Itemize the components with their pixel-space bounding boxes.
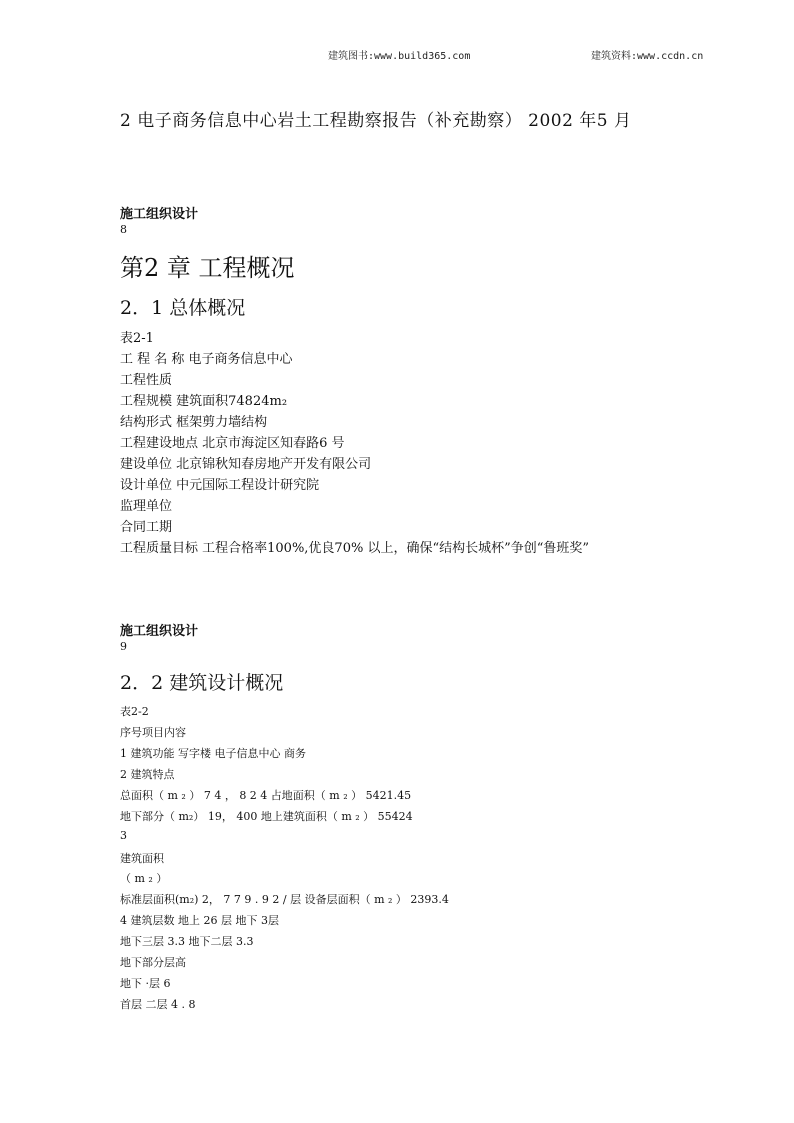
text-line: 监理单位 [120,499,173,514]
header-right-text: 建筑资料:www.ccdn.cn [591,51,704,62]
text-line: 工程规模 建筑面积74824m₂ [120,394,288,409]
text-line: 3 [120,829,127,842]
text-line: 建设单位 北京锦秋知春房地产开发有限公司 [120,457,372,472]
text-line: 地下部分层高 [120,956,186,969]
text-line: 工程性质 [120,373,173,388]
text-line: 工 程 名 称 电子商务信息中心 [120,352,293,367]
text-line: 4 建筑层数 地上 26 层 地下 3层 [120,914,279,927]
text-line: 2 建筑特点 [120,768,175,781]
text-line: 表2-2 [120,705,149,718]
text-line: 序号项目内容 [120,726,186,739]
text-line: 首层 二层 4 . 8 [120,998,196,1011]
text-line: 地下部分（ m₂） 19， 400 地上建筑面积（ m ₂ ） 55424 [120,810,413,823]
header-left-text: 建筑图书:www.build365.com [328,51,471,62]
text-line: 工程质量目标 工程合格率100%,优良70% 以上，确保“结构长城杯”争创“鲁班奖” [120,541,590,556]
text-line: 合同工期 [120,520,173,535]
section-heading: 2．1 总体概况 [120,297,246,319]
text-line: 结构形式 框架剪力墙结构 [120,415,268,430]
section-heading: 2．2 建筑设计概况 [120,672,284,694]
page-number: 9 [120,640,127,653]
section-label: 施工组织设计 [120,207,199,222]
text-line: 表2-1 [120,331,154,346]
text-line: 标准层面积(m₂) 2， 7 7 9 . 9 2 / 层 设备层面积（ m ₂ ） 2393.4 [120,893,449,906]
text-line: 1 建筑功能 写字楼 电子信息中心 商务 [120,747,306,760]
section-label: 施工组织设计 [120,624,199,639]
text-line: 地下三层 3.3 地下二层 3.3 [120,935,254,948]
text-line: （ m ₂ ） [120,872,168,885]
text-line: 设计单位 中元国际工程设计研究院 [120,478,320,493]
text-line: 工程建设地点 北京市海淀区知春路6 号 [120,436,345,451]
text-line: 地下 ·层 6 [120,977,171,990]
chapter-title: 第2 章 工程概况 [120,254,295,282]
reference-title: 2 电子商务信息中心岩土工程勘察报告（补充勘察） 2002 年5 月 [120,111,632,131]
text-line: 总面积（ m ₂ ） 7 4 ， 8 2 4 占地面积（ m ₂ ） 5421.45 [120,789,412,802]
page-number: 8 [120,223,127,236]
text-line: 建筑面积 [120,852,164,865]
